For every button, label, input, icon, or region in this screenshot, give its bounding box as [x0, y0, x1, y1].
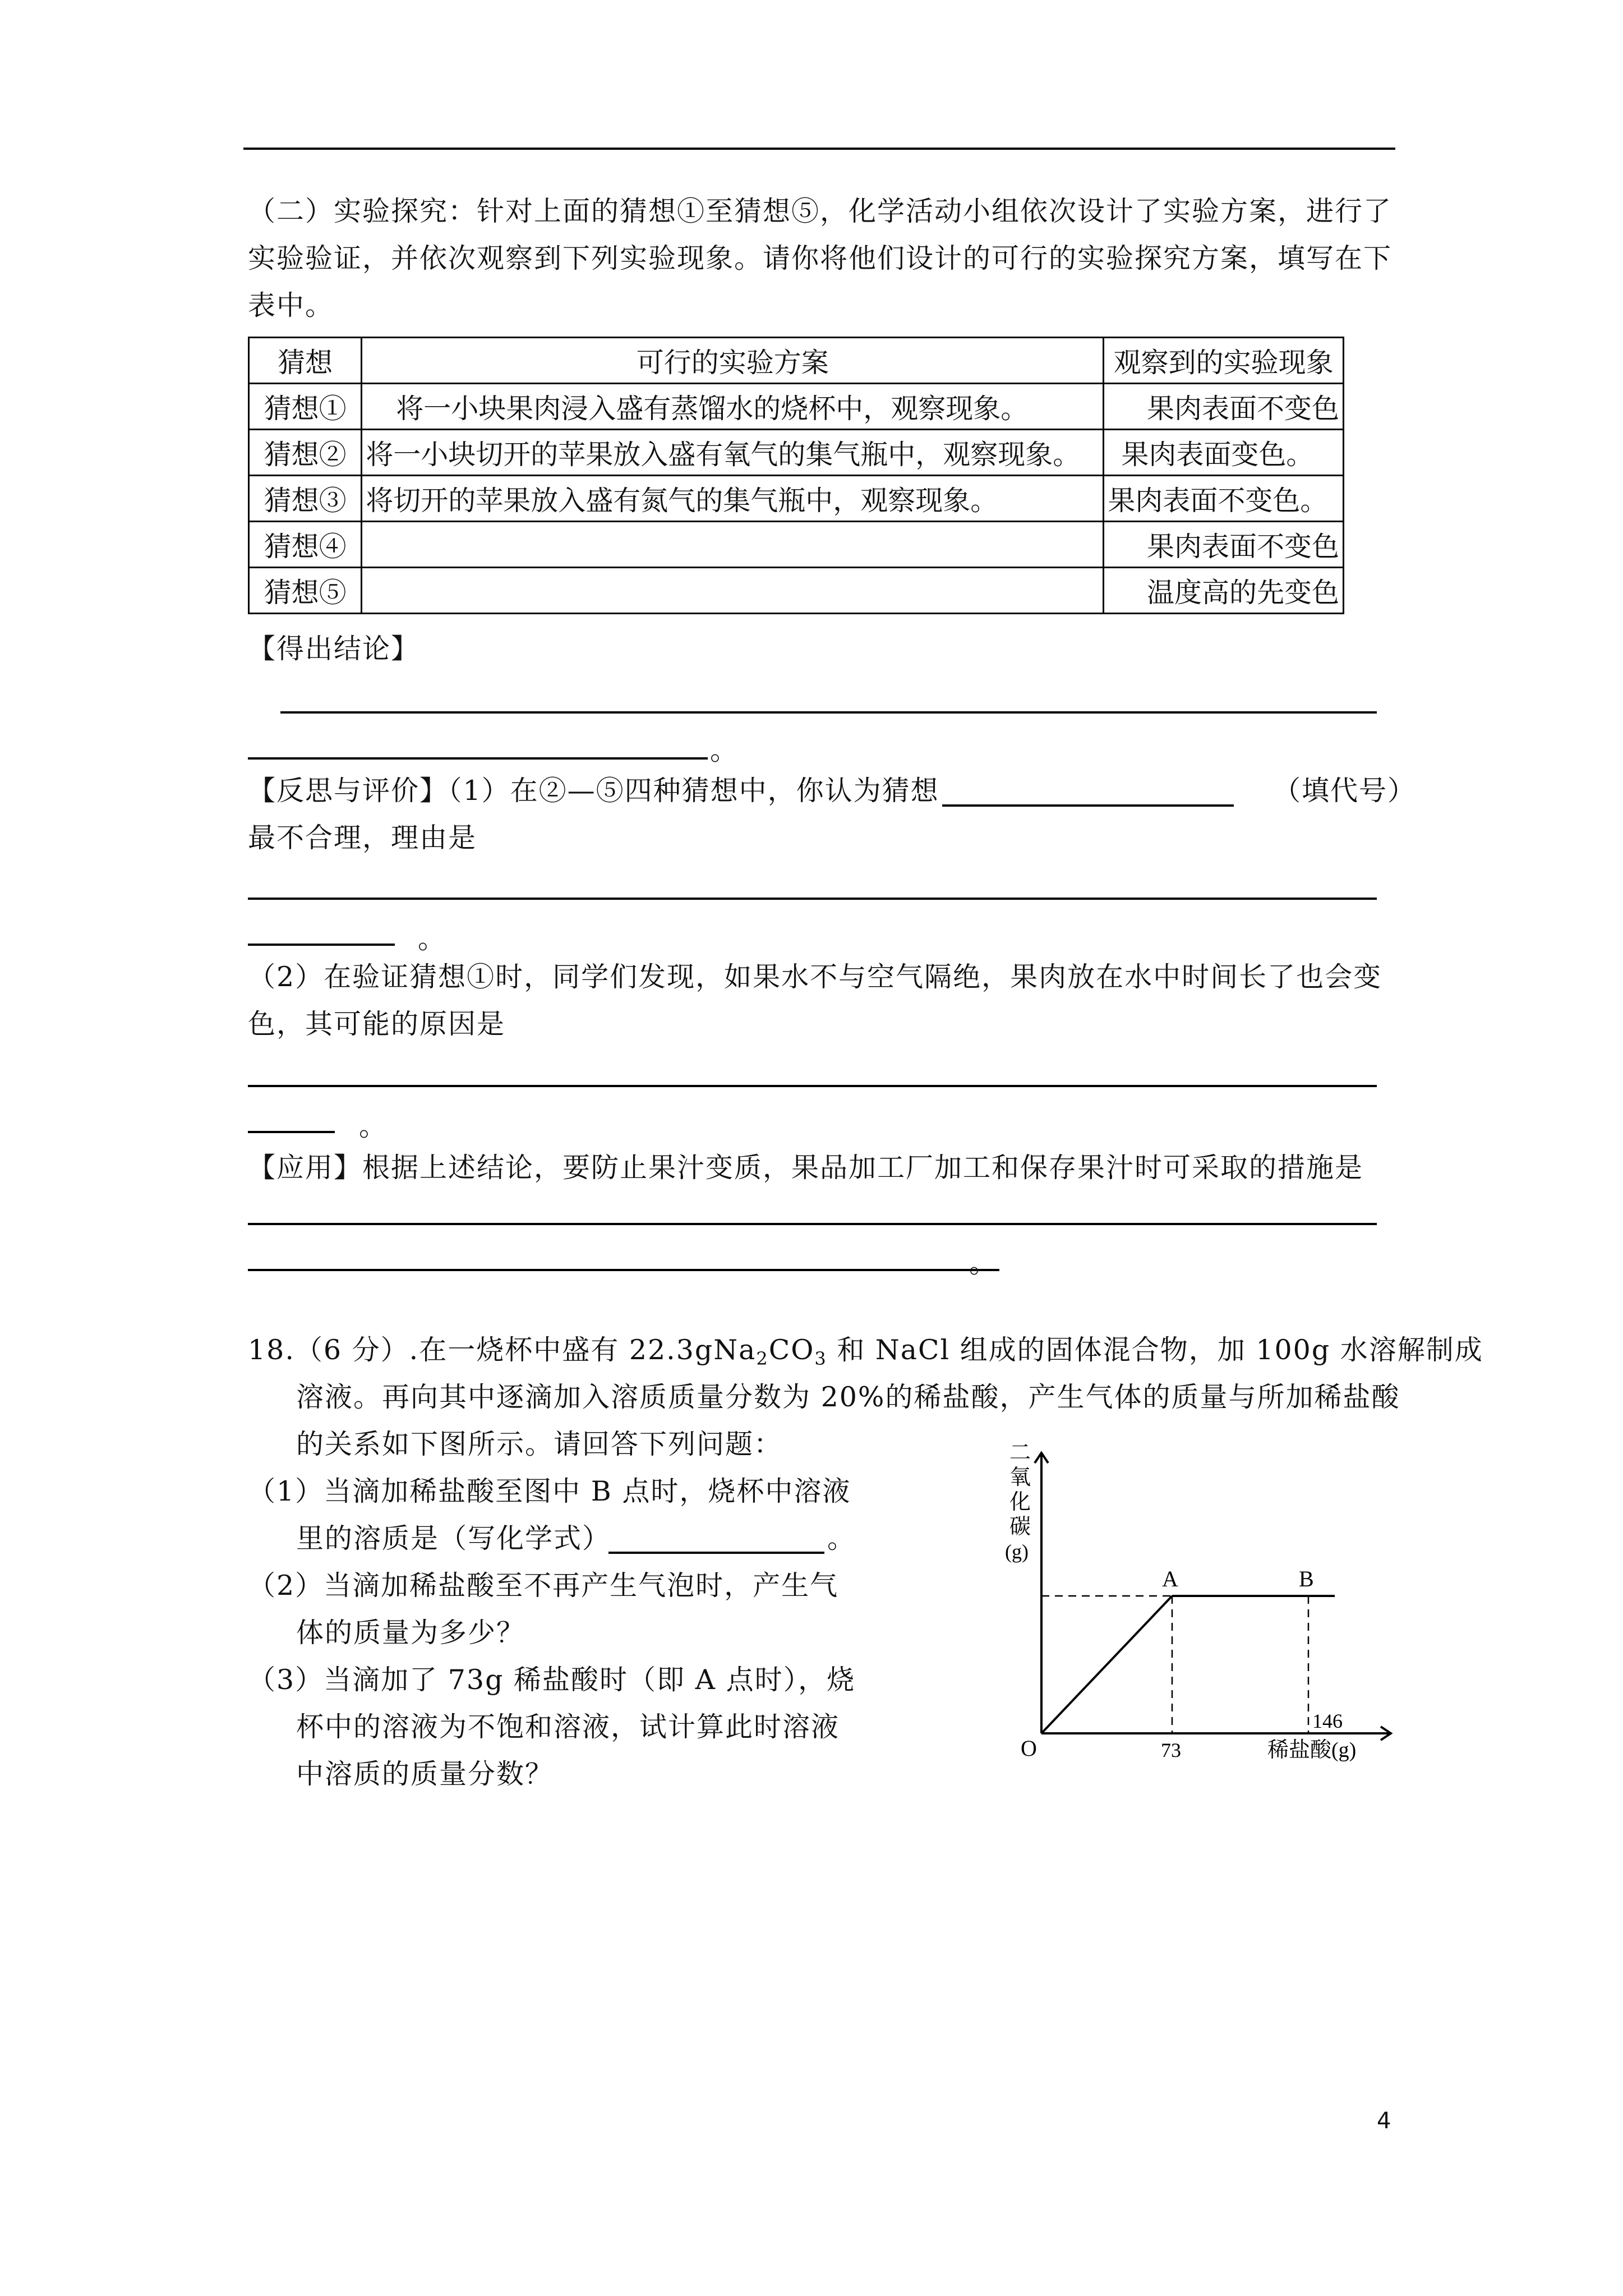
reflection-part2-line2: 色，其可能的原因是	[248, 1008, 506, 1040]
application-line-1[interactable]	[248, 1223, 1377, 1225]
q18-line2: 溶液。再向其中逐滴加入溶质质量分数为 20%的稀盐酸，产生气体的质量与所加稀盐酸	[296, 1381, 1400, 1413]
reflection-part1-line2: 最不合理，理由是	[248, 822, 477, 854]
y-label-char: 化	[1009, 1490, 1031, 1514]
section2-line3: 表中。	[248, 289, 334, 321]
application-line-2[interactable]	[248, 1269, 999, 1271]
row-plan: 将一小块果肉浸入盛有蒸馏水的烧杯中，观察现象。	[362, 384, 1104, 430]
reflection-fill-hint: （填代号）	[1273, 775, 1417, 807]
row-observation: 果肉表面不变色	[1104, 522, 1344, 568]
header-hypothesis: 猜想	[249, 338, 362, 384]
conclusion-period: 。	[710, 734, 739, 766]
reflection-part1-period: 。	[418, 923, 447, 955]
table-row	[249, 384, 1344, 430]
reflection-reason-line-2[interactable]	[248, 944, 395, 946]
q18-part1-period: 。	[827, 1522, 856, 1554]
reflection-cause-line-1[interactable]	[248, 1085, 1377, 1087]
y-label-char: 氧	[1009, 1466, 1031, 1489]
header-rule	[243, 148, 1395, 150]
q18-part3-line3: 中溶质的质量分数？	[296, 1758, 554, 1790]
conclusion-heading: 【得出结论】	[248, 633, 420, 665]
reflection-cause-line-2[interactable]	[248, 1131, 335, 1133]
row-plan: 将一小块切开的苹果放入盛有氧气的集气瓶中，观察现象。	[362, 430, 1104, 476]
table-row	[249, 568, 1344, 614]
section2-line1: （二）实验探究：针对上面的猜想①至猜想⑤，化学活动小组依次设计了实验方案，进行了	[248, 195, 1393, 227]
row-observation: 果肉表面不变色	[1104, 384, 1344, 430]
page-number: 4	[1377, 2108, 1391, 2134]
row-hypothesis: 猜想④	[249, 522, 362, 568]
origin-label: O	[1021, 1736, 1037, 1761]
row-observation: 果肉表面不变色。	[1104, 476, 1344, 522]
row-plan: 将切开的苹果放入盛有氮气的集气瓶中，观察现象。	[362, 476, 1104, 522]
row-hypothesis: 猜想⑤	[249, 568, 362, 614]
q18-part2-line1: （2）当滴加稀盐酸至不再产生气泡时，产生气	[248, 1570, 839, 1602]
reflection-part2-period: 。	[359, 1110, 388, 1142]
q18-sub2: 3	[814, 1348, 827, 1369]
application-text: 【应用】根据上述结论，要防止果汁变质，果品加工厂加工和保存果汁时可采取的措施是	[248, 1152, 1364, 1184]
header-observation: 观察到的实验现象	[1104, 338, 1344, 384]
point-b-label: B	[1299, 1566, 1314, 1591]
table-row	[249, 522, 1344, 568]
y-label-char: 二	[1009, 1441, 1031, 1465]
section2-line2: 实验验证，并依次观察到下列实验现象。请你将他们设计的可行的实验探究方案，填写在下	[248, 242, 1393, 274]
table-row	[249, 476, 1344, 522]
q18-line3: 的关系如下图所示。请回答下列问题：	[296, 1428, 783, 1460]
application-period: 。	[969, 1247, 998, 1279]
conclusion-answer-line-2[interactable]	[248, 757, 708, 760]
y-unit: (g)	[1005, 1540, 1029, 1563]
conclusion-answer-line-1[interactable]	[280, 711, 1377, 714]
q18-part2-line2: 体的质量为多少？	[296, 1617, 525, 1649]
point-a-label: A	[1162, 1566, 1178, 1591]
co2-graph	[953, 1436, 1436, 1773]
q18-line1-c: 和 NaCl 组成的固体混合物，加 100g 水溶解制成	[827, 1334, 1483, 1366]
header-plan: 可行的实验方案	[362, 338, 1104, 384]
q18-sub1: 2	[756, 1348, 769, 1369]
row-plan-blank[interactable]	[362, 568, 1104, 614]
row-plan-blank[interactable]	[362, 522, 1104, 568]
row-hypothesis: 猜想①	[249, 384, 362, 430]
q18-line1-b: CO	[768, 1334, 815, 1366]
row-hypothesis: 猜想②	[249, 430, 362, 476]
reflection-reason-line-1[interactable]	[248, 898, 1377, 900]
x-axis-label: 稀盐酸(g)	[1267, 1738, 1357, 1762]
row-observation: 果肉表面变色。	[1104, 430, 1344, 476]
x-tick-146: 146	[1312, 1710, 1343, 1732]
rising-line	[1041, 1596, 1172, 1733]
x-tick-73: 73	[1161, 1739, 1181, 1761]
q18-line1-a: 18.（6 分）.在一烧杯中盛有 22.3gNa	[248, 1334, 757, 1366]
reflection-part1: 【反思与评价】（1）在②—⑤四种猜想中，你认为猜想	[248, 775, 939, 807]
experiment-table	[248, 337, 1344, 614]
row-hypothesis: 猜想③	[249, 476, 362, 522]
q18-part1-line2: 里的溶质是（写化学式）	[296, 1522, 611, 1554]
row-observation: 温度高的先变色	[1104, 568, 1344, 614]
q18-part3-line1: （3）当滴加了 73g 稀盐酸时（即 A 点时），烧	[248, 1664, 856, 1696]
q18-part3-line2: 杯中的溶液为不饱和溶液，试计算此时溶液	[296, 1711, 840, 1743]
table-row	[249, 430, 1344, 476]
q18-part1-line1: （1）当滴加稀盐酸至图中 B 点时，烧杯中溶液	[248, 1475, 851, 1507]
table-header-row	[249, 338, 1344, 384]
reflection-part2-line1: （2）在验证猜想①时，同学们发现，如果水不与空气隔绝，果肉放在水中时间长了也会变	[248, 961, 1382, 993]
y-label-char: 碳	[1009, 1515, 1031, 1539]
reflection-hypothesis-blank[interactable]	[942, 804, 1234, 807]
q18-solute-blank[interactable]	[608, 1552, 824, 1554]
